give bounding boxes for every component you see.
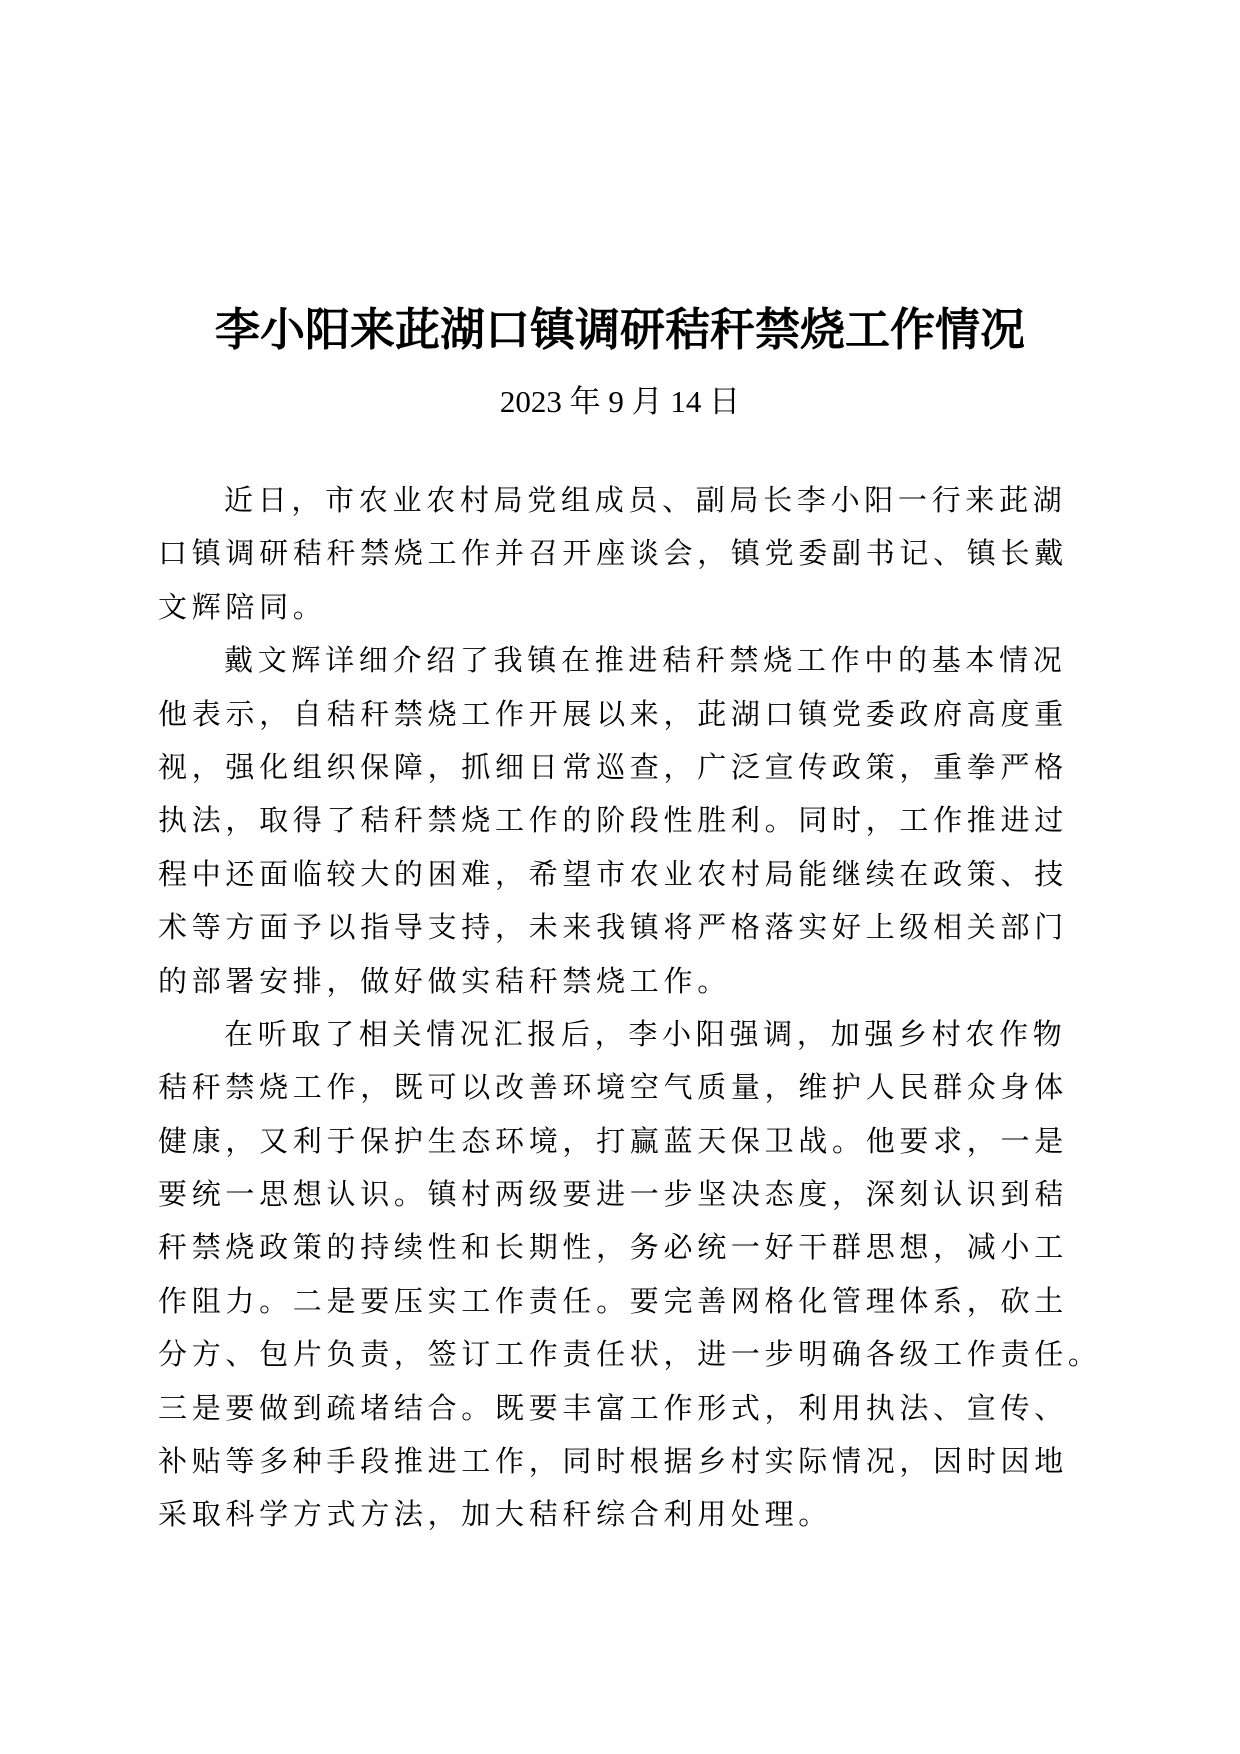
paragraph-2	[158, 634, 1098, 1008]
paragraph-line: 程中还面临较大的困难，希望市农业农村局能继续在政策、技	[158, 856, 1068, 891]
paragraph-line: 戴文辉详细介绍了我镇在推进秸秆禁烧工作中的基本情况	[224, 643, 1067, 678]
paragraph-line: 口镇调研秸秆禁烧工作并召开座谈会，镇党委副书记、镇长戴	[158, 536, 1068, 571]
paragraph-line: 秆禁烧政策的持续性和长期性，务必统一好干群思想，减小工	[158, 1230, 1068, 1265]
paragraph-line: 术等方面予以指导支持，未来我镇将严格落实好上级相关部门	[158, 910, 1068, 945]
document-body	[158, 474, 1102, 1542]
paragraph-line: 要统一思想认识。镇村两级要进一步坚决态度，深刻认识到秸	[158, 1177, 1068, 1212]
paragraph-line: 三是要做到疏堵结合。既要丰富工作形式，利用执法、宣传、	[158, 1390, 1068, 1425]
paragraph-1	[158, 474, 1098, 634]
paragraph-line: 在听取了相关情况汇报后，李小阳强调，加强乡村农作物	[224, 1016, 1067, 1051]
paragraph-line: 分方、包片负责，签订工作责任状，进一步明确各级工作责任。	[158, 1337, 1102, 1372]
paragraph-line: 采取科学方式方法，加大秸秆综合利用处理。	[158, 1497, 833, 1532]
paragraph-line: 秸秆禁烧工作，既可以改善环境空气质量，维护人民群众身体	[158, 1070, 1068, 1105]
paragraph-line: 执法，取得了秸秆禁烧工作的阶段性胜利。同时，工作推进过	[158, 803, 1068, 838]
paragraph-line: 他表示，自秸秆禁烧工作开展以来，茈湖口镇党委政府高度重	[158, 696, 1068, 731]
paragraph-line: 补贴等多种手段推进工作，同时根据乡村实际情况，因时因地	[158, 1444, 1068, 1479]
paragraph-line: 文辉陪同。	[158, 589, 327, 624]
document-title: 李小阳来茈湖口镇调研秸秆禁烧工作情况	[214, 303, 1025, 356]
paragraph-line: 视，强化组织保障，抓细日常巡查，广泛宣传政策，重拳严格	[158, 749, 1068, 784]
document-date: 2023 年 9 月 14 日	[499, 384, 741, 419]
paragraph-line: 作阻力。二是要压实工作责任。要完善网格化管理体系，砍土	[158, 1283, 1068, 1318]
paragraph-3	[158, 1008, 1102, 1542]
paragraph-line: 近日，市农业农村局党组成员、副局长李小阳一行来茈湖	[224, 483, 1067, 517]
paragraph-line: 的部署安排，做好做实秸秆禁烧工作。	[158, 963, 731, 998]
paragraph-line: 健康，又利于保护生态环境，打赢蓝天保卫战。他要求，一是	[158, 1123, 1068, 1158]
